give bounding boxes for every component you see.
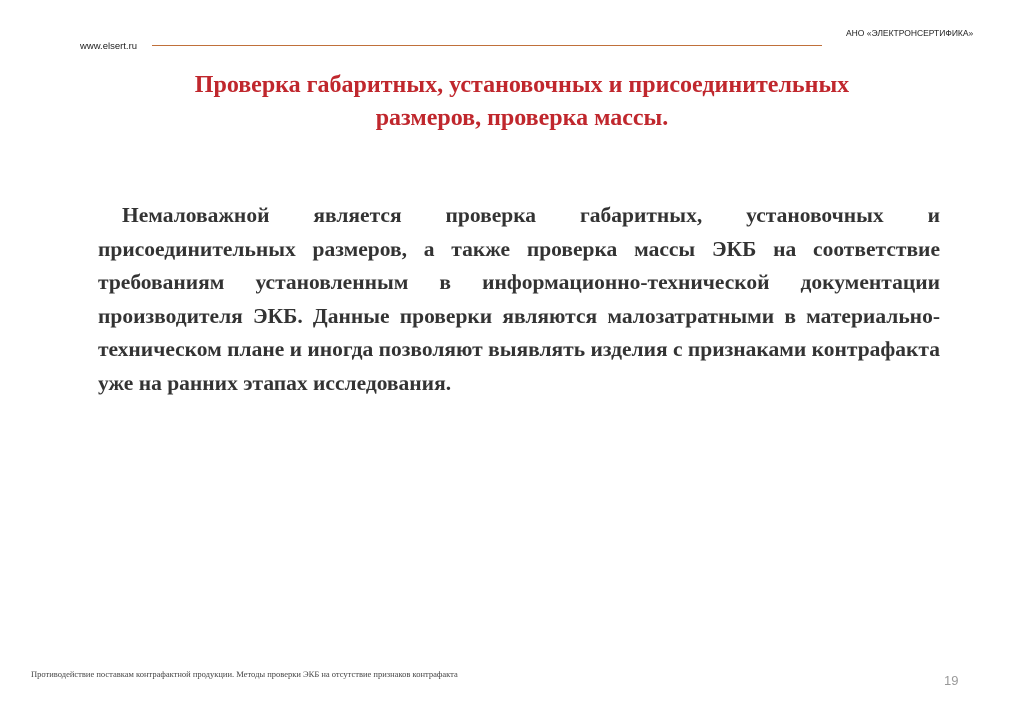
organization-name: АНО «ЭЛЕКТРОНСЕРТИФИКА»	[846, 28, 974, 38]
website-link[interactable]: www.elsert.ru	[80, 41, 138, 52]
slide-title: Проверка габаритных, установочных и присоединительных размеров, проверка массы.	[194, 72, 850, 131]
page-number: 19	[944, 673, 959, 688]
slide-body-paragraph: Немаловажной является проверка габаритных, установочных и присоединительных размеров, а также проверка массы ЭКБ на соответствие требованиям установленным в информационно-технической документации производителя ЭКБ. Данные проверки являются малозатратными в материально-техническом плане и иногда позволяют выявлять изделия с признаками контрафакта уже на ранних этапах исследования.	[98, 203, 940, 395]
header-divider	[152, 45, 822, 46]
footer-caption: Противодействие поставкам контрафактной продукции. Методы проверки ЭКБ на отсутствие признаков контрафакта	[31, 669, 458, 679]
